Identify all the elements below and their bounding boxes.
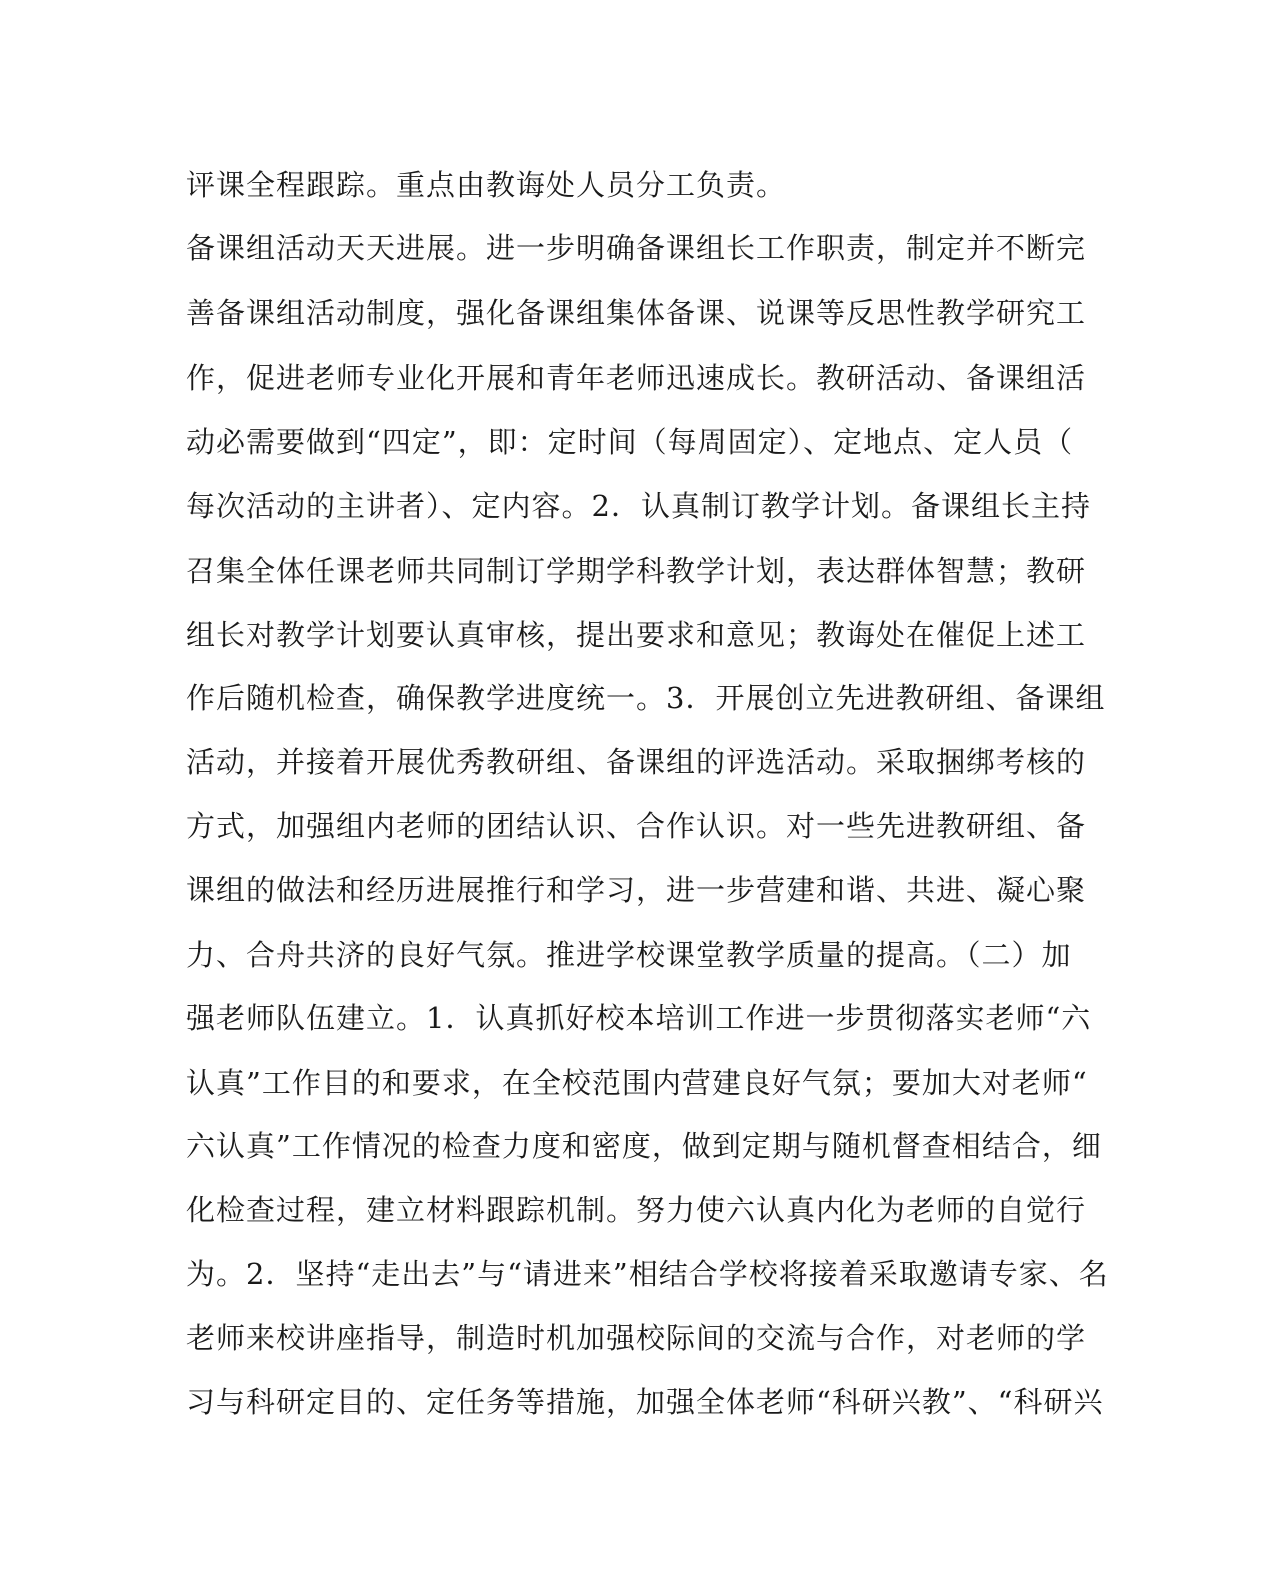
- text-line-4: 作，促进老师专业化开展和青年老师迅速成长。教研活动、备课组活: [186, 361, 1087, 395]
- text-line-19: 老师来校讲座指导，制造时机加强校际间的交流与合作，对老师的学: [186, 1321, 1087, 1355]
- text-line-20: 习与科研定目的、定任务等措施，加强全体老师“科研兴教”、“科研兴: [186, 1385, 1104, 1419]
- text-line-5: 动必需要做到“四定”，即：定时间（每周固定）、定地点、定人员（: [186, 425, 1074, 459]
- text-line-14: 强老师队伍建立。1．认真抓好校本培训工作进一步贯彻落实老师“六: [186, 1001, 1092, 1035]
- text-line-15: 认真”工作目的和要求，在全校范围内营建良好气氛；要加大对老师“: [186, 1066, 1088, 1100]
- text-line-18: 为。2．坚持“走出去”与“请进来”相结合学校将接着采取邀请专家、名: [186, 1257, 1109, 1291]
- text-line-17: 化检查过程，建立材料跟踪机制。努力使六认真内化为老师的自觉行: [186, 1193, 1087, 1227]
- text-line-7: 召集全体任课老师共同制订学期学科教学计划，表达群体智慧；教研: [186, 554, 1087, 588]
- text-line-1: 评课全程跟踪。重点由教诲处人员分工负责。: [186, 168, 787, 202]
- text-line-13: 力、合舟共济的良好气氛。推进学校课堂教学质量的提高。（二）加: [186, 938, 1072, 972]
- text-line-6: 每次活动的主讲者）、定内容。2．认真制订教学计划。备课组长主持: [186, 489, 1091, 523]
- text-line-9: 作后随机检查，确保教学进度统一。3．开展创立先进教研组、备课组: [186, 681, 1106, 715]
- text-line-10: 活动，并接着开展优秀教研组、备课组的评选活动。采取捆绑考核的: [186, 745, 1087, 779]
- text-line-16: 六认真”工作情况的检查力度和密度，做到定期与随机督查相结合，细: [186, 1129, 1102, 1163]
- text-line-3: 善备课组活动制度，强化备课组集体备课、说课等反思性教学研究工: [186, 296, 1087, 330]
- text-line-2: 备课组活动天天进展。进一步明确备课组长工作职责，制定并不断完: [186, 231, 1087, 265]
- text-line-12: 课组的做法和经历进展推行和学习，进一步营建和谐、共进、凝心聚: [186, 873, 1087, 907]
- text-line-8: 组长对教学计划要认真审核，提出要求和意见；教诲处在催促上述工: [186, 618, 1087, 652]
- text-line-11: 方式，加强组内老师的团结认识、合作认识。对一些先进教研组、备: [186, 809, 1087, 843]
